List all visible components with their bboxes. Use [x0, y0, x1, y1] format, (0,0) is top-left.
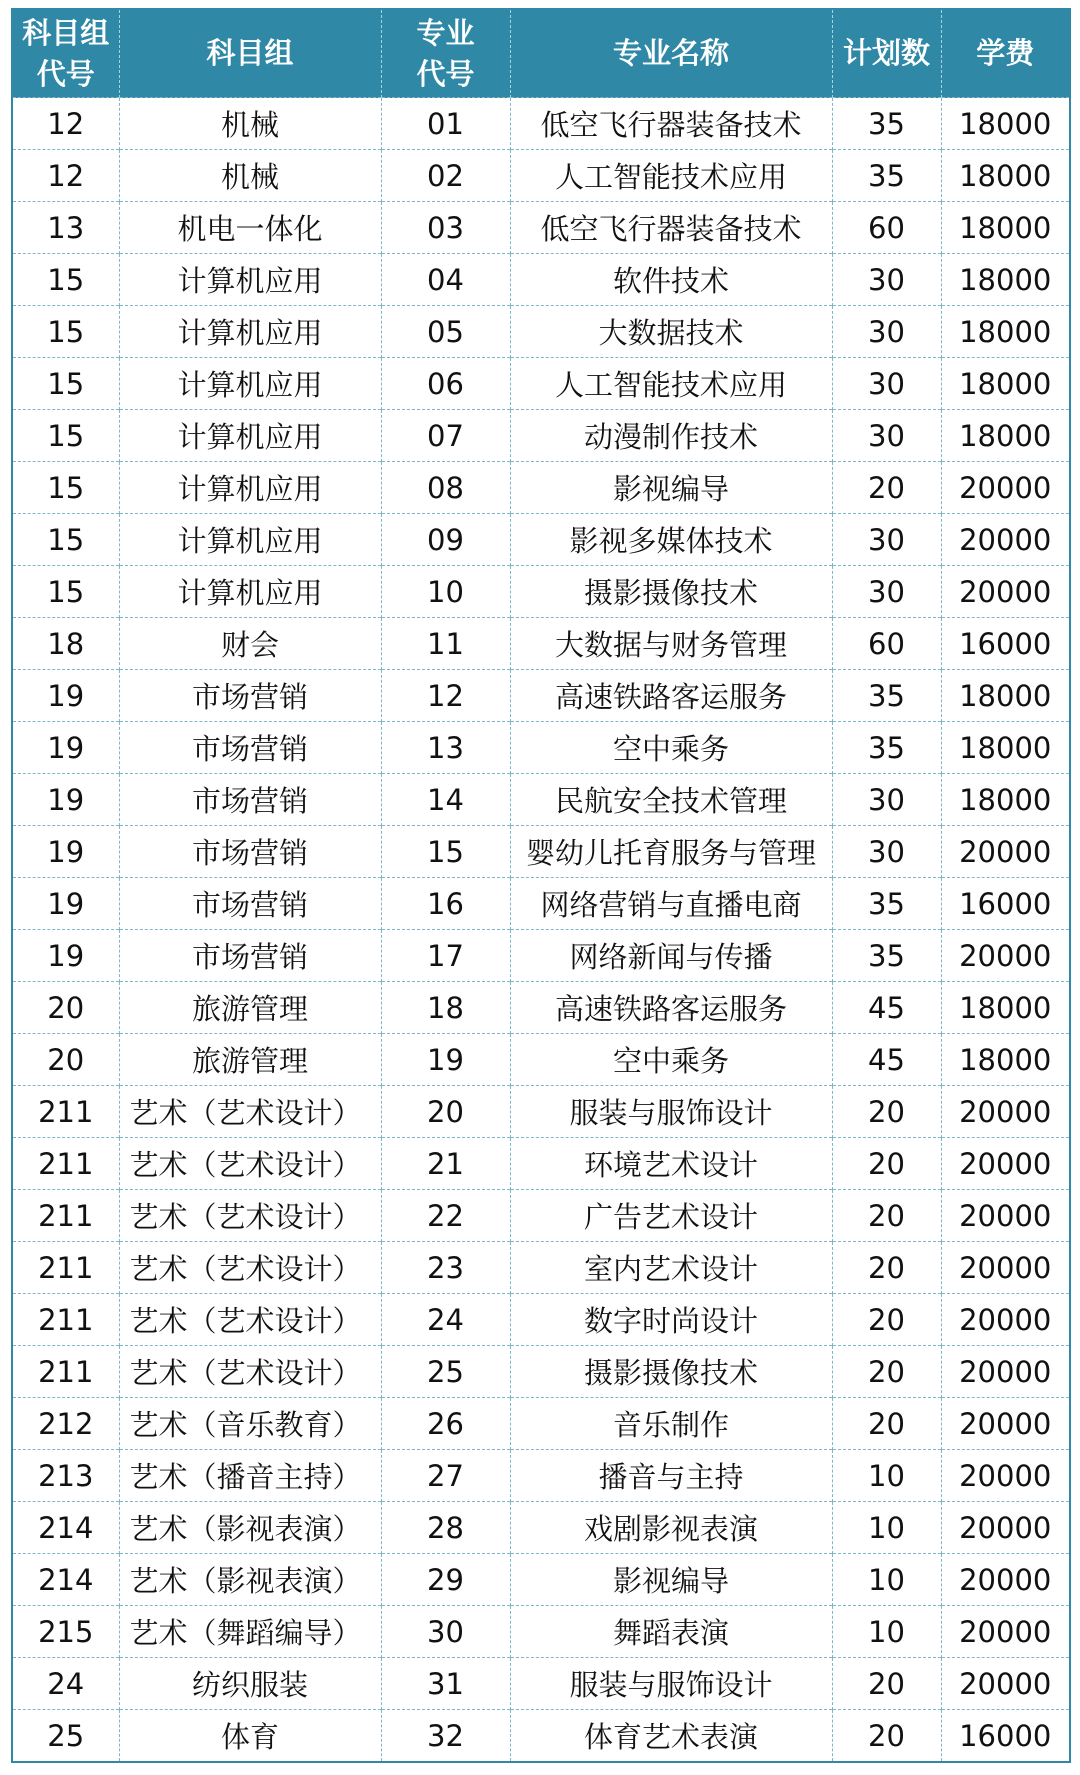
- cell-tuition: 16000: [941, 1710, 1070, 1763]
- cell-plan-count: 20: [832, 1294, 941, 1346]
- cell-major-code: 01: [381, 98, 510, 150]
- cell-major-name: 民航安全技术管理: [510, 774, 832, 826]
- cell-subject-group-code: 12: [12, 150, 119, 202]
- cell-major-name: 影视编导: [510, 1554, 832, 1606]
- table-row: [12, 1138, 1070, 1190]
- cell-subject-group: 艺术（艺术设计）: [119, 1346, 381, 1398]
- cell-subject-group: 纺织服装: [119, 1658, 381, 1710]
- cell-plan-count: 20: [832, 1710, 941, 1763]
- cell-tuition: 16000: [941, 878, 1070, 930]
- cell-subject-group: 体育: [119, 1710, 381, 1763]
- enrollment-plan-table: [11, 8, 1071, 1763]
- cell-major-code: 04: [381, 254, 510, 306]
- cell-subject-group: 旅游管理: [119, 1034, 381, 1086]
- cell-major-code: 26: [381, 1398, 510, 1450]
- cell-major-code: 25: [381, 1346, 510, 1398]
- cell-tuition: 18000: [941, 358, 1070, 410]
- cell-major-code: 03: [381, 202, 510, 254]
- cell-major-code: 15: [381, 826, 510, 878]
- table-row: [12, 1658, 1070, 1710]
- header-subject-group-code: 科目组 代号: [12, 9, 119, 98]
- cell-subject-group: 艺术（艺术设计）: [119, 1190, 381, 1242]
- cell-major-code: 19: [381, 1034, 510, 1086]
- cell-subject-group: 计算机应用: [119, 306, 381, 358]
- header-plan-count: 计划数: [832, 9, 941, 98]
- cell-subject-group-code: 211: [12, 1294, 119, 1346]
- cell-subject-group-code: 15: [12, 410, 119, 462]
- cell-tuition: 18000: [941, 722, 1070, 774]
- cell-major-code: 05: [381, 306, 510, 358]
- cell-subject-group: 艺术（舞蹈编导）: [119, 1606, 381, 1658]
- cell-subject-group-code: 19: [12, 670, 119, 722]
- table-row: [12, 878, 1070, 930]
- cell-subject-group: 市场营销: [119, 670, 381, 722]
- header-major-name: 专业名称: [510, 9, 832, 98]
- header-tuition: 学费: [941, 9, 1070, 98]
- cell-tuition: 18000: [941, 202, 1070, 254]
- cell-subject-group: 艺术（影视表演）: [119, 1554, 381, 1606]
- cell-subject-group-code: 213: [12, 1450, 119, 1502]
- cell-major-name: 人工智能技术应用: [510, 358, 832, 410]
- cell-major-code: 07: [381, 410, 510, 462]
- cell-major-name: 高速铁路客运服务: [510, 670, 832, 722]
- cell-subject-group-code: 19: [12, 826, 119, 878]
- cell-tuition: 18000: [941, 774, 1070, 826]
- cell-major-code: 17: [381, 930, 510, 982]
- cell-major-code: 11: [381, 618, 510, 670]
- table-row: [12, 1190, 1070, 1242]
- cell-subject-group: 计算机应用: [119, 358, 381, 410]
- cell-subject-group-code: 214: [12, 1502, 119, 1554]
- cell-major-code: 21: [381, 1138, 510, 1190]
- cell-major-name: 婴幼儿托育服务与管理: [510, 826, 832, 878]
- cell-major-name: 低空飞行器装备技术: [510, 98, 832, 150]
- cell-subject-group-code: 12: [12, 98, 119, 150]
- table-row: [12, 982, 1070, 1034]
- cell-plan-count: 30: [832, 254, 941, 306]
- cell-subject-group-code: 15: [12, 358, 119, 410]
- table-row: [12, 1034, 1070, 1086]
- cell-major-name: 动漫制作技术: [510, 410, 832, 462]
- cell-major-name: 大数据技术: [510, 306, 832, 358]
- cell-subject-group-code: 25: [12, 1710, 119, 1763]
- cell-plan-count: 10: [832, 1554, 941, 1606]
- cell-subject-group-code: 15: [12, 566, 119, 618]
- table-row: [12, 150, 1070, 202]
- cell-major-name: 舞蹈表演: [510, 1606, 832, 1658]
- cell-subject-group: 机械: [119, 150, 381, 202]
- cell-major-name: 低空飞行器装备技术: [510, 202, 832, 254]
- cell-major-code: 28: [381, 1502, 510, 1554]
- cell-tuition: 20000: [941, 826, 1070, 878]
- cell-tuition: 20000: [941, 1294, 1070, 1346]
- cell-major-name: 环境艺术设计: [510, 1138, 832, 1190]
- cell-major-name: 播音与主持: [510, 1450, 832, 1502]
- cell-subject-group: 旅游管理: [119, 982, 381, 1034]
- header-row: [12, 9, 1070, 98]
- cell-tuition: 18000: [941, 254, 1070, 306]
- cell-tuition: 20000: [941, 462, 1070, 514]
- cell-major-name: 摄影摄像技术: [510, 566, 832, 618]
- cell-subject-group-code: 20: [12, 982, 119, 1034]
- cell-major-code: 23: [381, 1242, 510, 1294]
- cell-major-code: 16: [381, 878, 510, 930]
- cell-major-code: 09: [381, 514, 510, 566]
- cell-plan-count: 30: [832, 358, 941, 410]
- enrollment-table-container: [11, 8, 1069, 1763]
- cell-major-code: 27: [381, 1450, 510, 1502]
- cell-major-code: 14: [381, 774, 510, 826]
- cell-subject-group-code: 15: [12, 254, 119, 306]
- table-row: [12, 254, 1070, 306]
- cell-plan-count: 20: [832, 1346, 941, 1398]
- table-row: [12, 462, 1070, 514]
- cell-major-name: 戏剧影视表演: [510, 1502, 832, 1554]
- cell-major-code: 22: [381, 1190, 510, 1242]
- cell-tuition: 20000: [941, 930, 1070, 982]
- table-row: [12, 1398, 1070, 1450]
- cell-plan-count: 30: [832, 306, 941, 358]
- cell-plan-count: 30: [832, 774, 941, 826]
- cell-major-name: 空中乘务: [510, 722, 832, 774]
- cell-tuition: 20000: [941, 1502, 1070, 1554]
- cell-tuition: 20000: [941, 1554, 1070, 1606]
- table-row: [12, 1450, 1070, 1502]
- cell-major-name: 体育艺术表演: [510, 1710, 832, 1763]
- cell-subject-group: 计算机应用: [119, 566, 381, 618]
- cell-plan-count: 35: [832, 930, 941, 982]
- cell-subject-group: 计算机应用: [119, 254, 381, 306]
- cell-tuition: 18000: [941, 150, 1070, 202]
- cell-subject-group: 艺术（艺术设计）: [119, 1138, 381, 1190]
- cell-plan-count: 20: [832, 1086, 941, 1138]
- cell-subject-group-code: 20: [12, 1034, 119, 1086]
- cell-tuition: 18000: [941, 306, 1070, 358]
- table-row: [12, 202, 1070, 254]
- header-subject-group: 科目组: [119, 9, 381, 98]
- cell-tuition: 18000: [941, 98, 1070, 150]
- table-row: [12, 774, 1070, 826]
- cell-subject-group-code: 19: [12, 878, 119, 930]
- table-row: [12, 1294, 1070, 1346]
- cell-subject-group-code: 215: [12, 1606, 119, 1658]
- cell-subject-group: 艺术（艺术设计）: [119, 1086, 381, 1138]
- cell-subject-group: 市场营销: [119, 774, 381, 826]
- cell-plan-count: 20: [832, 1138, 941, 1190]
- table-row: [12, 1346, 1070, 1398]
- table-row: [12, 1710, 1070, 1763]
- cell-major-name: 网络新闻与传播: [510, 930, 832, 982]
- cell-major-code: 31: [381, 1658, 510, 1710]
- cell-plan-count: 20: [832, 1242, 941, 1294]
- cell-subject-group-code: 15: [12, 514, 119, 566]
- cell-major-code: 20: [381, 1086, 510, 1138]
- cell-subject-group: 机械: [119, 98, 381, 150]
- cell-major-code: 12: [381, 670, 510, 722]
- cell-major-name: 广告艺术设计: [510, 1190, 832, 1242]
- cell-major-name: 影视多媒体技术: [510, 514, 832, 566]
- cell-tuition: 20000: [941, 1606, 1070, 1658]
- cell-subject-group: 计算机应用: [119, 514, 381, 566]
- cell-major-name: 人工智能技术应用: [510, 150, 832, 202]
- cell-major-code: 10: [381, 566, 510, 618]
- cell-subject-group: 计算机应用: [119, 462, 381, 514]
- cell-plan-count: 20: [832, 1190, 941, 1242]
- cell-major-name: 大数据与财务管理: [510, 618, 832, 670]
- cell-plan-count: 60: [832, 202, 941, 254]
- cell-plan-count: 10: [832, 1502, 941, 1554]
- cell-plan-count: 30: [832, 514, 941, 566]
- table-row: [12, 1242, 1070, 1294]
- cell-subject-group-code: 13: [12, 202, 119, 254]
- cell-plan-count: 35: [832, 878, 941, 930]
- cell-major-code: 18: [381, 982, 510, 1034]
- cell-subject-group: 艺术（影视表演）: [119, 1502, 381, 1554]
- cell-tuition: 20000: [941, 1658, 1070, 1710]
- table-row: [12, 1086, 1070, 1138]
- table-row: [12, 618, 1070, 670]
- table-row: [12, 826, 1070, 878]
- cell-subject-group-code: 19: [12, 930, 119, 982]
- cell-tuition: 18000: [941, 670, 1070, 722]
- cell-subject-group-code: 24: [12, 1658, 119, 1710]
- cell-major-code: 02: [381, 150, 510, 202]
- table-row: [12, 930, 1070, 982]
- cell-subject-group: 市场营销: [119, 930, 381, 982]
- table-row: [12, 358, 1070, 410]
- cell-tuition: 20000: [941, 1190, 1070, 1242]
- cell-major-code: 32: [381, 1710, 510, 1763]
- table-row: [12, 670, 1070, 722]
- cell-subject-group-code: 18: [12, 618, 119, 670]
- cell-major-name: 软件技术: [510, 254, 832, 306]
- cell-plan-count: 30: [832, 826, 941, 878]
- cell-subject-group-code: 214: [12, 1554, 119, 1606]
- cell-major-name: 影视编导: [510, 462, 832, 514]
- cell-major-code: 29: [381, 1554, 510, 1606]
- cell-subject-group-code: 15: [12, 306, 119, 358]
- cell-subject-group: 艺术（艺术设计）: [119, 1242, 381, 1294]
- cell-plan-count: 60: [832, 618, 941, 670]
- cell-subject-group: 艺术（音乐教育）: [119, 1398, 381, 1450]
- cell-plan-count: 45: [832, 982, 941, 1034]
- cell-major-name: 网络营销与直播电商: [510, 878, 832, 930]
- cell-plan-count: 35: [832, 722, 941, 774]
- cell-tuition: 20000: [941, 1138, 1070, 1190]
- cell-major-name: 空中乘务: [510, 1034, 832, 1086]
- table-row: [12, 566, 1070, 618]
- cell-tuition: 18000: [941, 410, 1070, 462]
- cell-subject-group-code: 15: [12, 462, 119, 514]
- cell-subject-group: 市场营销: [119, 826, 381, 878]
- cell-major-code: 30: [381, 1606, 510, 1658]
- table-row: [12, 1554, 1070, 1606]
- table-body: [12, 98, 1070, 1763]
- table-row: [12, 98, 1070, 150]
- cell-major-name: 摄影摄像技术: [510, 1346, 832, 1398]
- cell-plan-count: 30: [832, 410, 941, 462]
- cell-plan-count: 20: [832, 1398, 941, 1450]
- cell-major-code: 06: [381, 358, 510, 410]
- table-row: [12, 1606, 1070, 1658]
- cell-tuition: 20000: [941, 1398, 1070, 1450]
- cell-major-name: 音乐制作: [510, 1398, 832, 1450]
- cell-plan-count: 10: [832, 1606, 941, 1658]
- cell-tuition: 20000: [941, 1346, 1070, 1398]
- table-row: [12, 722, 1070, 774]
- cell-tuition: 16000: [941, 618, 1070, 670]
- cell-subject-group-code: 19: [12, 722, 119, 774]
- cell-subject-group-code: 211: [12, 1190, 119, 1242]
- cell-plan-count: 35: [832, 670, 941, 722]
- cell-subject-group: 机电一体化: [119, 202, 381, 254]
- cell-subject-group-code: 211: [12, 1346, 119, 1398]
- cell-major-code: 24: [381, 1294, 510, 1346]
- cell-major-name: 服装与服饰设计: [510, 1086, 832, 1138]
- header-major-code: 专业 代号: [381, 9, 510, 98]
- cell-plan-count: 35: [832, 150, 941, 202]
- cell-major-name: 室内艺术设计: [510, 1242, 832, 1294]
- cell-major-name: 高速铁路客运服务: [510, 982, 832, 1034]
- cell-tuition: 20000: [941, 566, 1070, 618]
- cell-subject-group: 市场营销: [119, 878, 381, 930]
- cell-plan-count: 20: [832, 462, 941, 514]
- cell-tuition: 18000: [941, 982, 1070, 1034]
- cell-subject-group-code: 211: [12, 1242, 119, 1294]
- cell-tuition: 20000: [941, 514, 1070, 566]
- cell-tuition: 20000: [941, 1242, 1070, 1294]
- cell-tuition: 20000: [941, 1450, 1070, 1502]
- cell-major-name: 服装与服饰设计: [510, 1658, 832, 1710]
- cell-plan-count: 10: [832, 1450, 941, 1502]
- cell-plan-count: 20: [832, 1658, 941, 1710]
- table-row: [12, 306, 1070, 358]
- cell-subject-group: 计算机应用: [119, 410, 381, 462]
- cell-subject-group-code: 211: [12, 1086, 119, 1138]
- cell-major-name: 数字时尚设计: [510, 1294, 832, 1346]
- cell-subject-group-code: 19: [12, 774, 119, 826]
- table-row: [12, 514, 1070, 566]
- cell-plan-count: 45: [832, 1034, 941, 1086]
- cell-subject-group: 市场营销: [119, 722, 381, 774]
- cell-subject-group-code: 211: [12, 1138, 119, 1190]
- cell-subject-group: 财会: [119, 618, 381, 670]
- cell-major-code: 08: [381, 462, 510, 514]
- table-row: [12, 410, 1070, 462]
- cell-subject-group-code: 212: [12, 1398, 119, 1450]
- table-row: [12, 1502, 1070, 1554]
- cell-tuition: 18000: [941, 1034, 1070, 1086]
- cell-subject-group: 艺术（艺术设计）: [119, 1294, 381, 1346]
- cell-subject-group: 艺术（播音主持）: [119, 1450, 381, 1502]
- cell-plan-count: 30: [832, 566, 941, 618]
- cell-major-code: 13: [381, 722, 510, 774]
- cell-tuition: 20000: [941, 1086, 1070, 1138]
- cell-plan-count: 35: [832, 98, 941, 150]
